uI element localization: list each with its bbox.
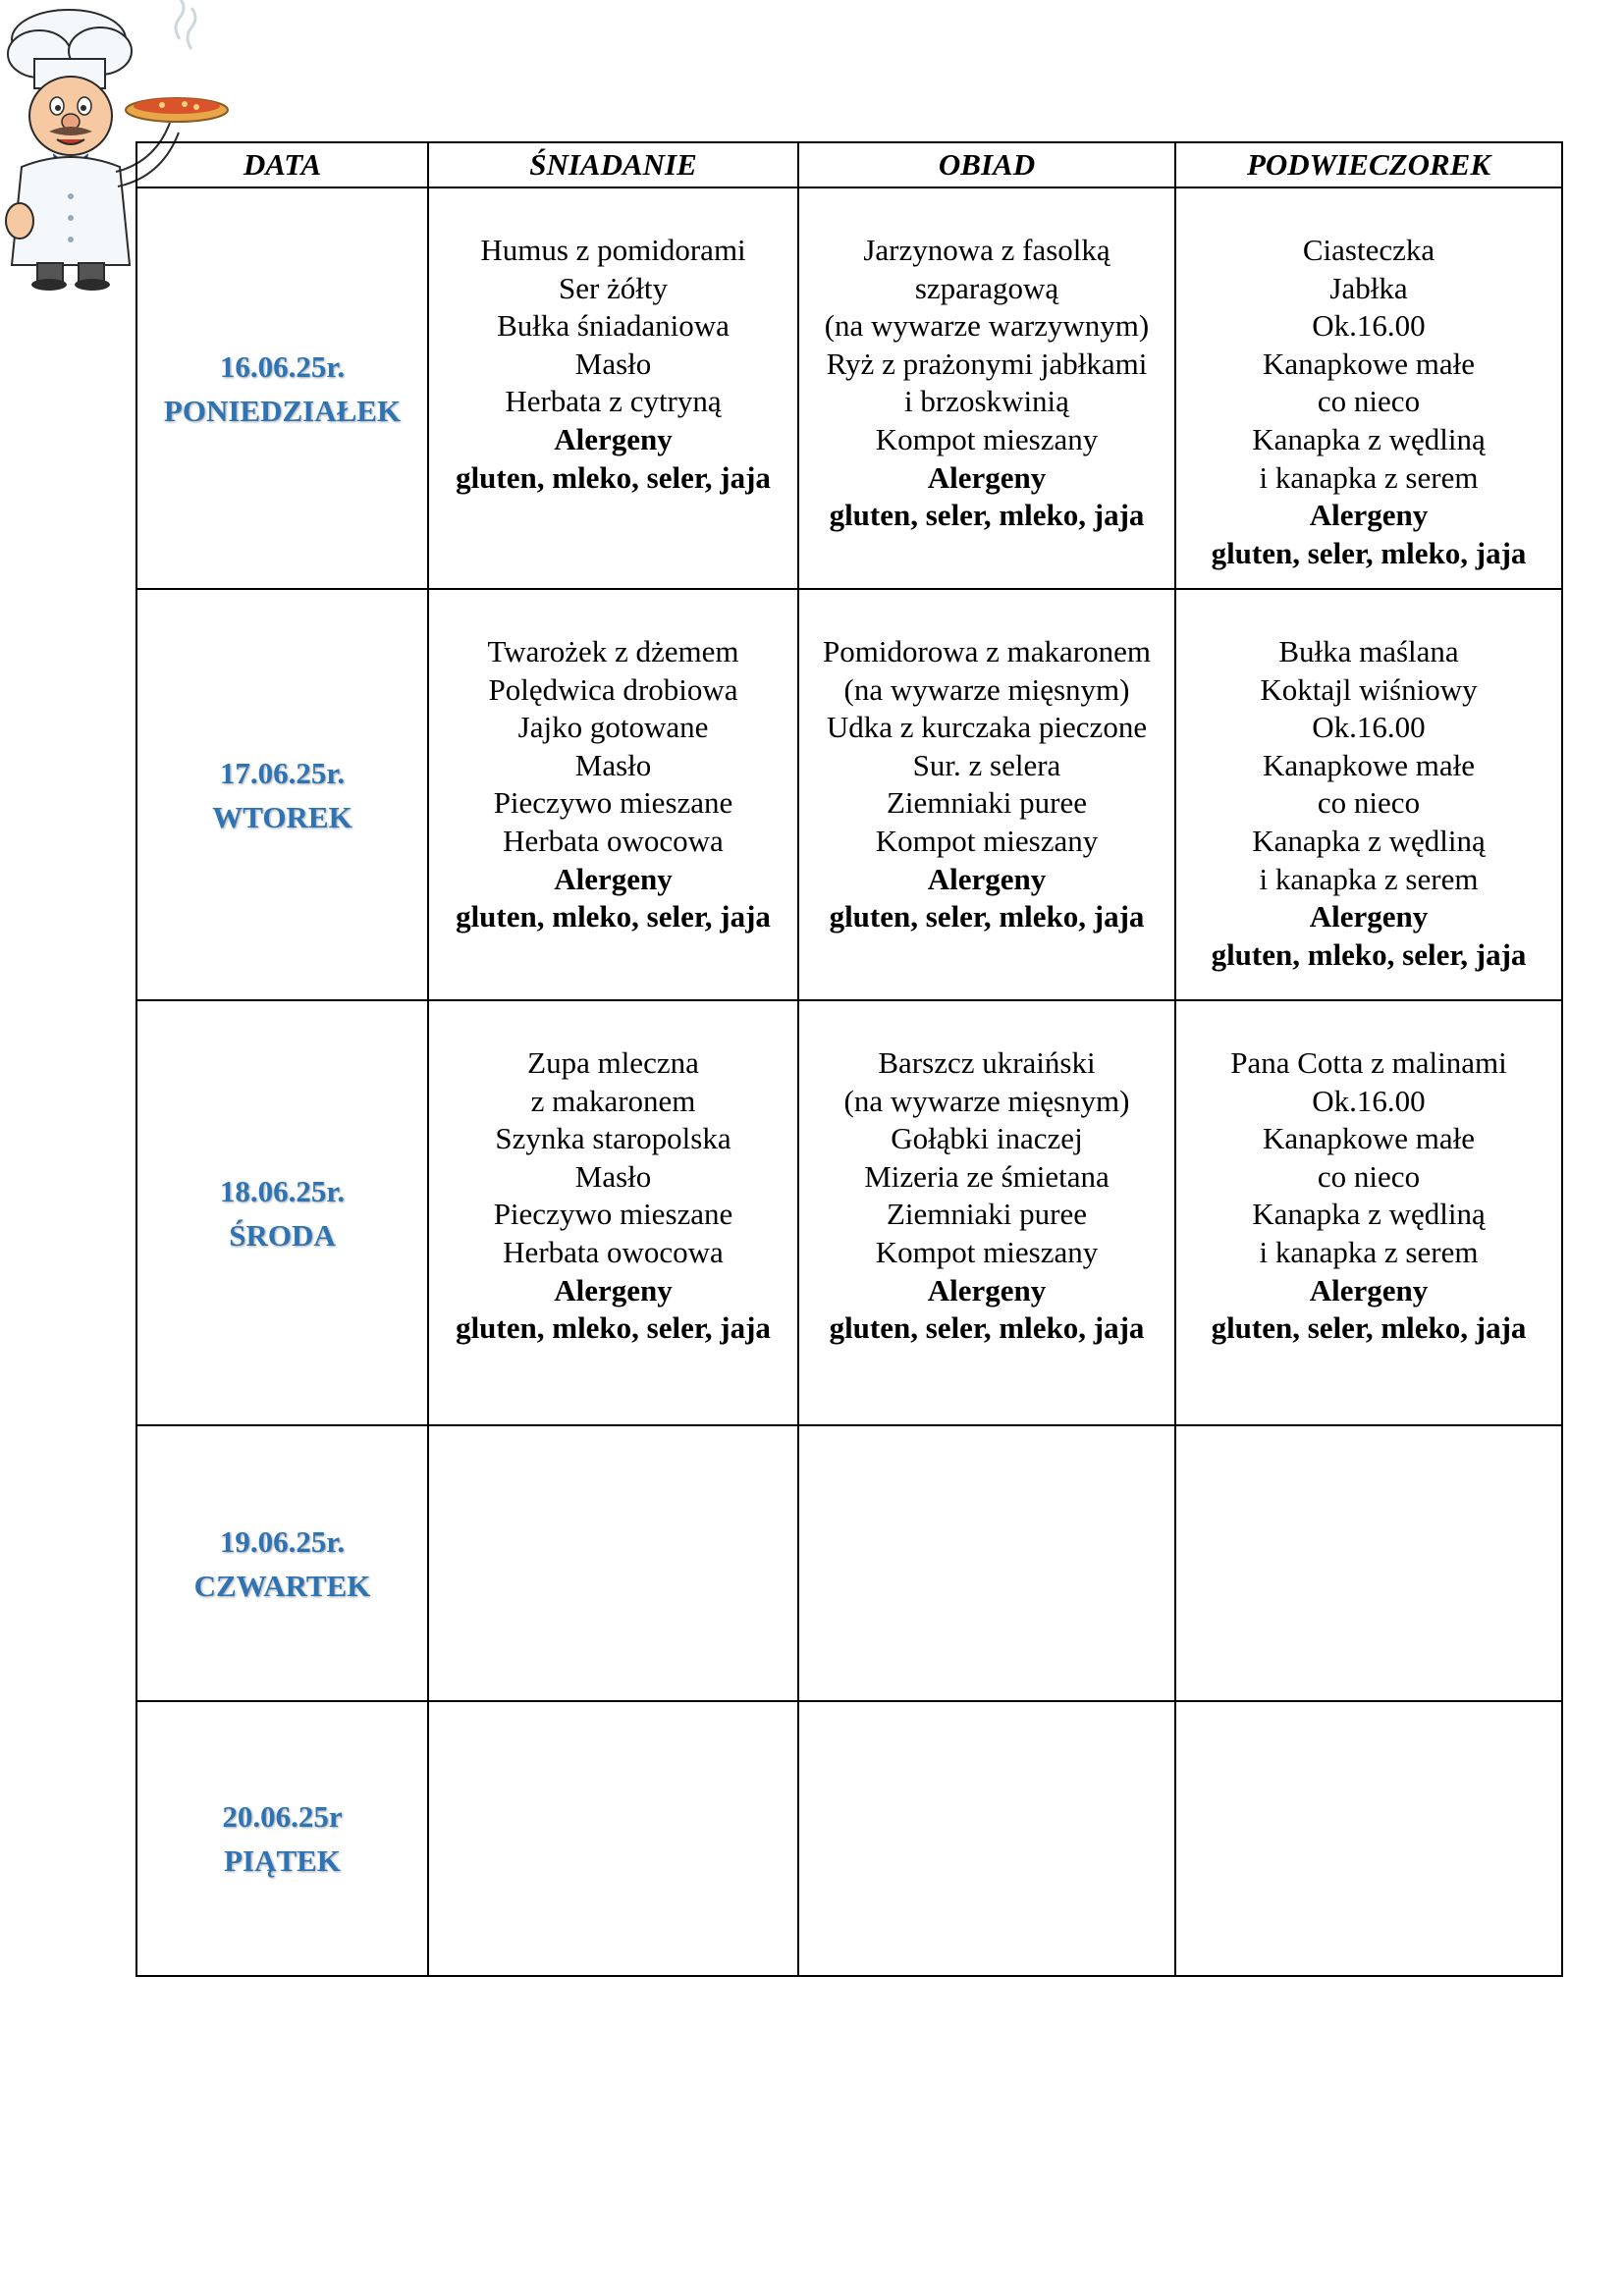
menu-item: i kanapka z serem [1259, 861, 1479, 896]
menu-item: i kanapka z serem [1259, 459, 1479, 495]
day-name: PONIEDZIAŁEK [163, 393, 402, 428]
menu-item: Ok.16.00 [1312, 308, 1426, 344]
menu-item: Pieczywo mieszane [493, 1197, 733, 1232]
menu-item: co nieco [1317, 785, 1421, 821]
menu-item: Gołąbki inaczej [891, 1121, 1083, 1156]
day-date: 16.06.25r. [219, 348, 346, 384]
menu-item: Koktajl wiśniowy [1260, 671, 1478, 707]
menu-item: i kanapka z serem [1259, 1234, 1479, 1269]
breakfast-cell [428, 589, 798, 1000]
menu-item: (na wywarze warzywnym) [824, 308, 1150, 344]
day-row [136, 187, 1562, 589]
menu-item: Pomidorowa z makaronem [822, 634, 1152, 668]
menu-item: gluten, mleko, seler, jaja [456, 459, 771, 495]
menu-item: Jajko gotowane [517, 710, 709, 745]
menu-item: (na wywarze mięsnym) [843, 1083, 1130, 1118]
menu-item: Bułka maślana [1278, 634, 1459, 668]
menu-item: Jabłka [1329, 270, 1408, 305]
menu-item: Ziemniaki puree [887, 1197, 1087, 1232]
menu-item: Pieczywo mieszane [493, 785, 733, 821]
menu-item: Alergeny [554, 1272, 673, 1308]
menu-item: Sur. z selera [912, 747, 1061, 782]
menu-item: Masło [574, 1158, 652, 1194]
day-row [136, 1000, 1562, 1425]
lunch-cell [798, 1000, 1175, 1425]
day-cell [136, 589, 428, 1000]
lunch-cell [798, 187, 1175, 589]
menu-item: Polędwica drobiowa [488, 671, 738, 707]
menu-item: Kompot mieszany [875, 421, 1099, 456]
menu-item: Bułka śniadaniowa [497, 308, 730, 344]
menu-item: Alergeny [554, 861, 673, 896]
menu-item: Kompot mieszany [875, 823, 1099, 858]
menu-item: co nieco [1317, 384, 1421, 419]
menu-item: Kanapkowe małe [1262, 346, 1476, 381]
menu-item: gluten, mleko, seler, jaja [1211, 936, 1527, 972]
menu-item: gluten, seler, mleko, jaja [1211, 1310, 1527, 1346]
lunch-cell [798, 1425, 1175, 1701]
menu-item: i brzoskwinią [904, 384, 1069, 419]
menu-item: Szynka staropolska [495, 1121, 731, 1156]
day-name: PIĄTEK [224, 1843, 341, 1878]
menu-item: Udka z kurczaka pieczone [826, 710, 1148, 745]
menu-item: Alergeny [927, 861, 1047, 896]
day-row [136, 589, 1562, 1000]
menu-item: Herbata owocowa [503, 1234, 724, 1269]
snack-cell [1175, 589, 1562, 1000]
header-lunch: OBIAD [798, 142, 1175, 187]
menu-item: Kanapka z wędliną [1252, 823, 1486, 858]
day-date: 20.06.25r [222, 1799, 343, 1834]
snack-cell [1175, 187, 1562, 589]
menu-item: (na wywarze mięsnym) [843, 671, 1130, 707]
lunch-cell [798, 589, 1175, 1000]
day-cell [136, 1425, 428, 1701]
breakfast-cell [428, 187, 798, 589]
menu-item: Alergeny [1309, 1272, 1429, 1308]
snack-cell [1175, 1425, 1562, 1701]
menu-item: Herbata z cytryną [505, 384, 722, 419]
menu-item: Alergeny [927, 1272, 1047, 1308]
day-row [136, 1425, 1562, 1701]
day-cell [136, 187, 428, 589]
menu-item: co nieco [1317, 1158, 1421, 1194]
menu-item: Mizeria ze śmietana [864, 1158, 1110, 1194]
menu-item: Ok.16.00 [1312, 1083, 1426, 1118]
snack-cell [1175, 1000, 1562, 1425]
menu-item: Alergeny [1309, 899, 1429, 934]
lunch-cell [798, 1701, 1175, 1976]
menu-item: Ryż z prażonymi jabłkami [826, 346, 1148, 381]
menu-item: gluten, seler, mleko, jaja [829, 899, 1145, 934]
menu-item: Ciasteczka [1302, 233, 1435, 267]
breakfast-cell [428, 1701, 798, 1976]
breakfast-cell [428, 1425, 798, 1701]
day-cell [136, 1000, 428, 1425]
snack-cell [1175, 1701, 1562, 1976]
menu-item: Alergeny [554, 421, 673, 456]
header-breakfast: ŚNIADANIE [428, 142, 798, 187]
menu-item: Kompot mieszany [875, 1234, 1099, 1269]
menu-item: Ser żółty [558, 270, 669, 305]
menu-item: Herbata owocowa [503, 823, 724, 858]
menu-item: Alergeny [1309, 498, 1429, 533]
menu-item: Ziemniaki puree [887, 785, 1087, 821]
day-name: CZWARTEK [193, 1568, 371, 1603]
menu-item: gluten, seler, mleko, jaja [829, 498, 1145, 533]
day-date: 17.06.25r. [219, 755, 346, 790]
menu-body [136, 187, 1562, 1976]
menu-item: gluten, mleko, seler, jaja [456, 899, 771, 934]
day-date: 18.06.25r. [219, 1173, 346, 1208]
menu-item: Ok.16.00 [1312, 710, 1426, 745]
menu-item: gluten, seler, mleko, jaja [829, 1310, 1145, 1346]
day-date: 19.06.25r. [219, 1523, 346, 1559]
menu-item: Pana Cotta z malinami [1230, 1045, 1507, 1080]
day-cell [136, 1701, 428, 1976]
menu-item: Humus z pomidorami [480, 233, 746, 267]
menu-item: Masło [574, 346, 652, 381]
menu-item: Zupa mleczna [527, 1045, 699, 1080]
menu-item: Twarożek z dżemem [487, 634, 739, 668]
menu-item: z makaronem [530, 1083, 696, 1118]
menu-item: Kanapkowe małe [1262, 747, 1476, 782]
day-name: ŚRODA [229, 1217, 336, 1253]
menu-item: Kanapka z wędliną [1252, 1197, 1486, 1232]
menu-item: Masło [574, 747, 652, 782]
breakfast-cell [428, 1000, 798, 1425]
menu-item: gluten, mleko, seler, jaja [456, 1310, 771, 1346]
day-row [136, 1701, 1562, 1976]
menu-item: Jarzynowa z fasolką [863, 233, 1110, 267]
header-snack: PODWIECZOREK [1175, 142, 1562, 187]
menu-item: gluten, seler, mleko, jaja [1211, 535, 1527, 570]
header-date: DATA [136, 142, 428, 187]
menu-item: szparagową [914, 270, 1059, 305]
header-row [136, 142, 1562, 187]
day-name: WTOREK [212, 799, 352, 834]
menu-table [135, 141, 1563, 1977]
menu-item: Barszcz ukraiński [878, 1045, 1096, 1080]
menu-item: Kanapka z wędliną [1252, 421, 1486, 456]
menu-item: Alergeny [927, 459, 1047, 495]
menu-item: Kanapkowe małe [1262, 1121, 1476, 1156]
